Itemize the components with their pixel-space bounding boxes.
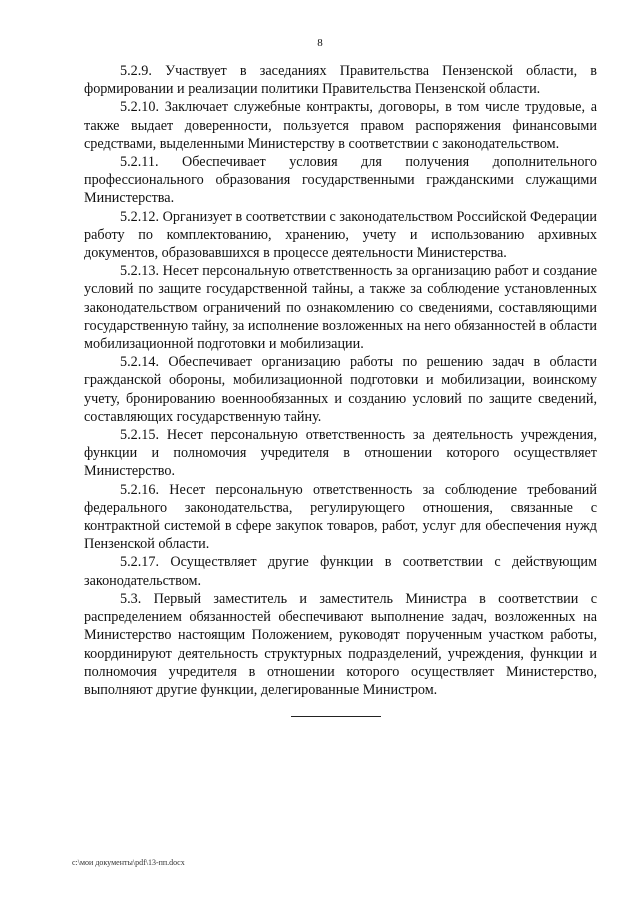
paragraph-5-2-14: 5.2.14. Обеспечивает организацию работы по решению задач в области гражданской обороны, мобилизационной подготовки и мобилизации, воинскому учету, бронированию военнообязанных и созданию условий по защите сведений, составляющих государственную тайну. xyxy=(84,354,597,425)
document-body xyxy=(84,62,597,699)
paragraph-5-2-16: 5.2.16. Несет персональную ответственность за соблюдение требований федерального законодательства, регулирующего отношения, связанные с контрактной системой в сфере закупок товаров, работ, услуг для обеспечения нужд Пензенской области. xyxy=(84,481,597,553)
paragraph-5-3: 5.3. Первый заместитель и заместитель Министра в соответствии с распределением обязанностей обеспечивают выполнение задач, возложенных на Министерство настоящим Положением, руководят порученным участком работы, координируют деятельность структурных подразделений, учреждения, функции и полномочия учредителя в отношении которого осуществляет Министерство, выполняют другие функции, делегированные Министром. xyxy=(84,590,597,698)
paragraph-5-2-9: 5.2.9. Участвует в заседаниях Правительства Пензенской области, в формировании и реализации политики Правительства Пензенской области. xyxy=(84,63,597,98)
paragraph-5-2-10: 5.2.10. Заключает служебные контракты, договоры, в том числе трудовые, а также выдает доверенности, пользуется правом распоряжения финансовыми средствами, выделенными Министерству в соответствии с законодательством. xyxy=(84,99,597,152)
end-separator-line xyxy=(291,716,381,717)
footer-file-path: c:\мои документы\pdf\13-пп.docx xyxy=(72,858,185,867)
paragraph-5-2-13: 5.2.13. Несет персональную ответственность за организацию работ и создание условий по защите государственной тайны, а также за соблюдение установленных законодательством ограничений по ознакомлению со сведениями, составляющими государственную тайну, за исполнение возложенных на него обязанностей в области мобилизационной подготовки и мобилизации. xyxy=(84,263,597,353)
paragraph-5-2-12: 5.2.12. Организует в соответствии с законодательством Российской Федерации работу по комплектованию, хранению, учету и использованию архивных документов, образовавшихся в процессе деятельности Министерства. xyxy=(84,208,597,262)
paragraph-5-2-17: 5.2.17. Осуществляет другие функции в соответствии с действующим законодательством. xyxy=(84,554,597,589)
paragraph-5-2-15: 5.2.15. Несет персональную ответственность за деятельность учреждения, функции и полномочия учредителя в отношении которого осуществляет Министерство. xyxy=(84,427,597,480)
paragraph-5-2-11: 5.2.11. Обеспечивает условия для получения дополнительного профессионального образования государственными гражданскими служащими Министерства. xyxy=(84,154,597,207)
page-number: 8 xyxy=(317,37,323,49)
